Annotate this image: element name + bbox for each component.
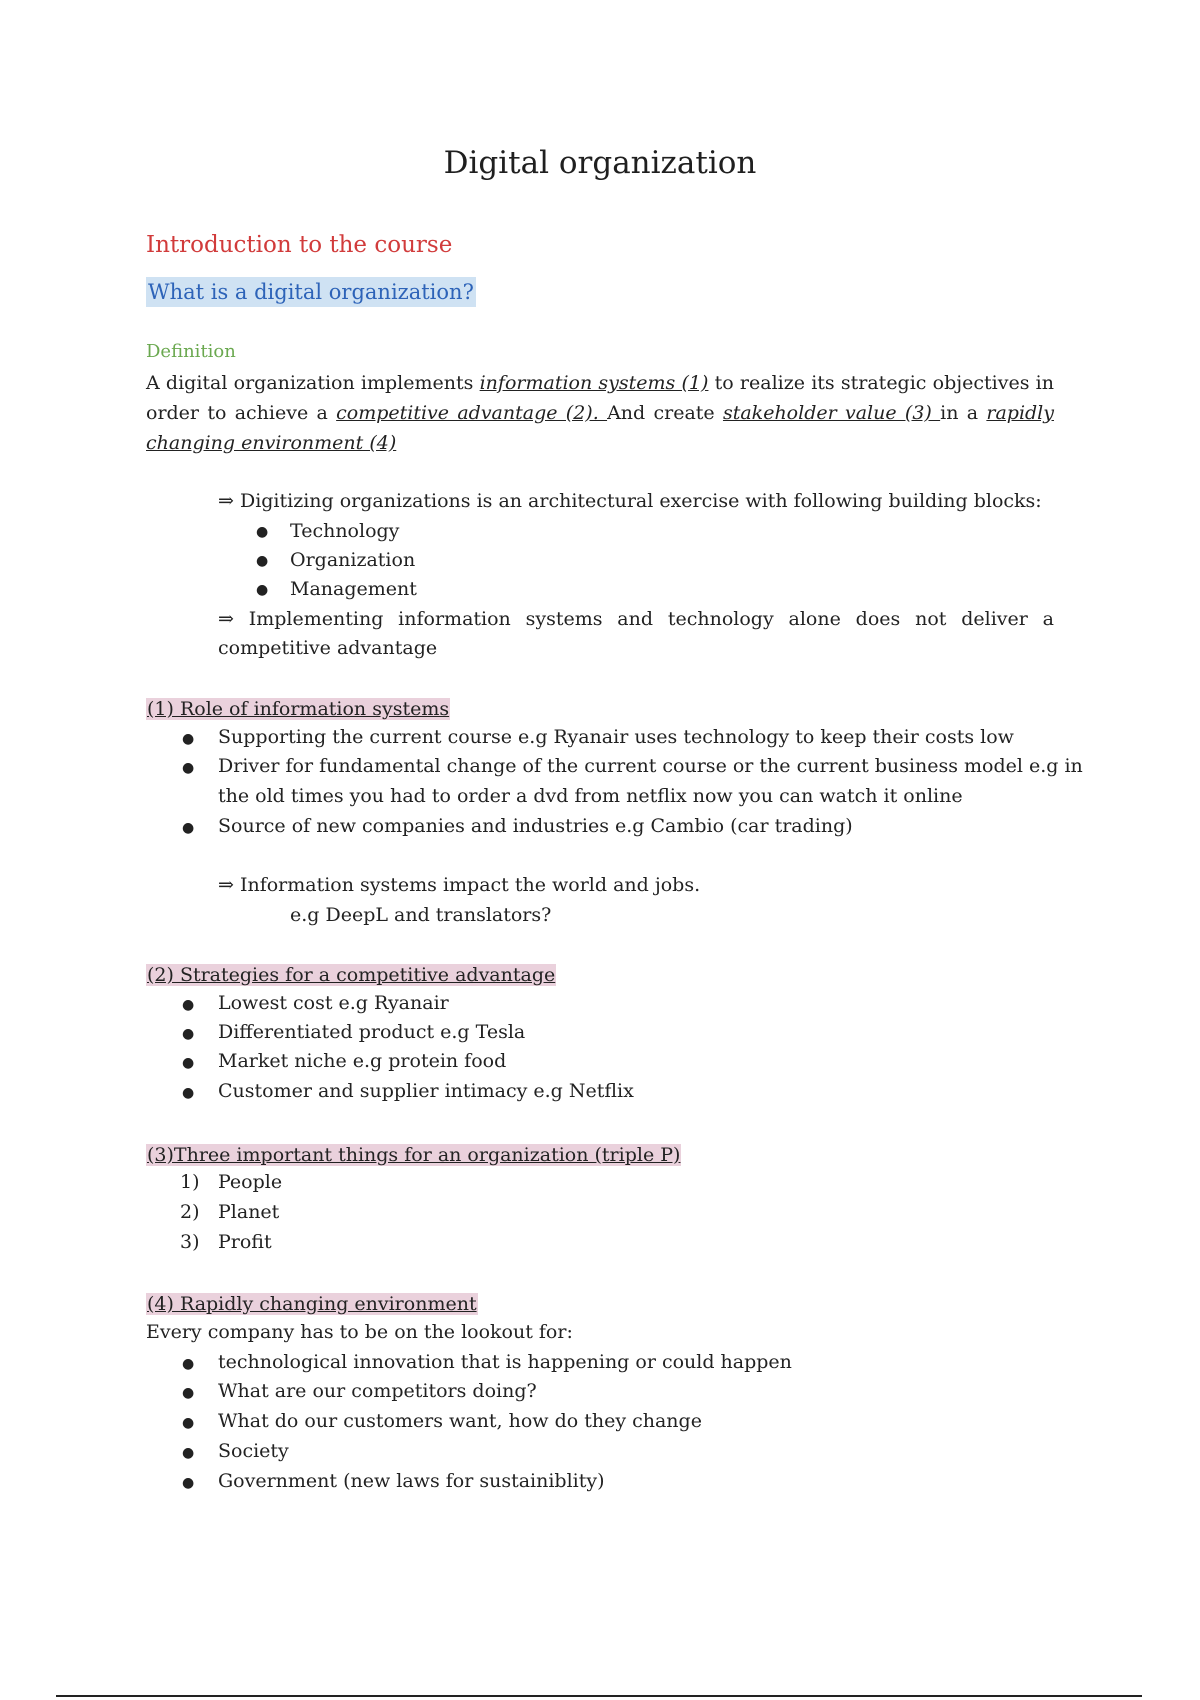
lookout-item: What do our customers want, how do they change bbox=[218, 1410, 702, 1432]
list-number: 2) bbox=[180, 1201, 200, 1223]
bullet-dot: ● bbox=[182, 760, 195, 776]
document-title: Digital organization bbox=[443, 145, 757, 181]
definition-text-4: in a bbox=[940, 402, 987, 424]
definition-link-changing-environment: rapidly changing environment (4) bbox=[146, 402, 1054, 454]
section1-bullet: Supporting the current course e.g Ryanair uses technology to keep their costs low bbox=[218, 726, 1014, 748]
definition-label: Definition bbox=[146, 341, 236, 362]
strategy-item: Differentiated product e.g Tesla bbox=[218, 1021, 526, 1043]
definition-text-1: A digital organization implements bbox=[146, 372, 480, 394]
definition-link-competitive-advantage: competitive advantage (2). bbox=[336, 402, 608, 424]
strategy-item: Market niche e.g protein food bbox=[218, 1050, 507, 1072]
bullet-dot: ● bbox=[182, 1445, 195, 1461]
bullet-dot: ● bbox=[182, 997, 195, 1013]
bullet-dot: ● bbox=[256, 553, 269, 569]
bullet-dot: ● bbox=[182, 1026, 195, 1042]
bullet-dot: ● bbox=[182, 1356, 195, 1372]
section1-bullet: Driver for fundamental change of the current course or the current business model e.g in bbox=[218, 755, 1083, 777]
implementing-note-line2: competitive advantage bbox=[218, 637, 438, 659]
bullet-dot: ● bbox=[182, 1475, 195, 1491]
building-block-item: Organization bbox=[290, 549, 416, 571]
list-number: 1) bbox=[180, 1171, 200, 1193]
strategy-item: Lowest cost e.g Ryanair bbox=[218, 992, 449, 1014]
section4-intro: Every company has to be on the lookout for: bbox=[146, 1321, 573, 1343]
section1-heading: (1) Role of information systems bbox=[147, 698, 450, 720]
triple-p-item: Planet bbox=[218, 1201, 280, 1223]
definition-link-information-systems: information systems (1) bbox=[479, 372, 709, 394]
section1-bullet: Source of new companies and industries e.g Cambio (car trading) bbox=[218, 815, 853, 837]
bullet-dot: ● bbox=[182, 1085, 195, 1101]
page-bottom-rule bbox=[56, 1695, 1142, 1697]
intro-heading: Introduction to the course bbox=[146, 232, 453, 258]
section1-example: e.g DeepL and translators? bbox=[290, 904, 552, 926]
definition-text-3: And create bbox=[607, 402, 723, 424]
section1-bullet-continued: the old times you had to order a dvd from netflix now you can watch it online bbox=[218, 785, 963, 807]
question-heading: What is a digital organization? bbox=[146, 277, 476, 307]
implementing-note-line1: ⇒ Implementing information systems and technology alone does not deliver a bbox=[218, 608, 1054, 630]
triple-p-item: Profit bbox=[218, 1231, 272, 1253]
bullet-dot: ● bbox=[182, 731, 195, 747]
section2-heading: (2) Strategies for a competitive advantage bbox=[147, 964, 556, 986]
definition-link-stakeholder-value: stakeholder value (3) bbox=[722, 402, 941, 424]
lookout-item: technological innovation that is happening or could happen bbox=[218, 1351, 792, 1373]
section3-heading: (3)Three important things for an organization (triple P) bbox=[147, 1144, 681, 1166]
building-block-item: Technology bbox=[290, 520, 400, 542]
bullet-dot: ● bbox=[256, 524, 269, 540]
section4-heading: (4) Rapidly changing environment bbox=[147, 1293, 477, 1315]
building-blocks-intro: ⇒ Digitizing organizations is an architectural exercise with following building blocks: bbox=[218, 490, 1042, 512]
lookout-item: Society bbox=[218, 1440, 289, 1462]
triple-p-item: People bbox=[218, 1171, 283, 1193]
bullet-dot: ● bbox=[182, 1055, 195, 1071]
bullet-dot: ● bbox=[182, 820, 195, 836]
bullet-dot: ● bbox=[182, 1385, 195, 1401]
strategy-item: Customer and supplier intimacy e.g Netflix bbox=[218, 1080, 634, 1102]
definition-text-2: to realize its strategic objectives in order to achieve a bbox=[146, 372, 1054, 424]
building-block-item: Management bbox=[290, 578, 417, 600]
lookout-item: Government (new laws for sustainiblity) bbox=[218, 1470, 605, 1492]
lookout-item: What are our competitors doing? bbox=[218, 1380, 537, 1402]
bullet-dot: ● bbox=[256, 582, 269, 598]
definition-paragraph bbox=[146, 368, 1054, 458]
section1-impact: ⇒ Information systems impact the world and jobs. bbox=[218, 874, 701, 896]
bullet-dot: ● bbox=[182, 1415, 195, 1431]
list-number: 3) bbox=[180, 1231, 200, 1253]
